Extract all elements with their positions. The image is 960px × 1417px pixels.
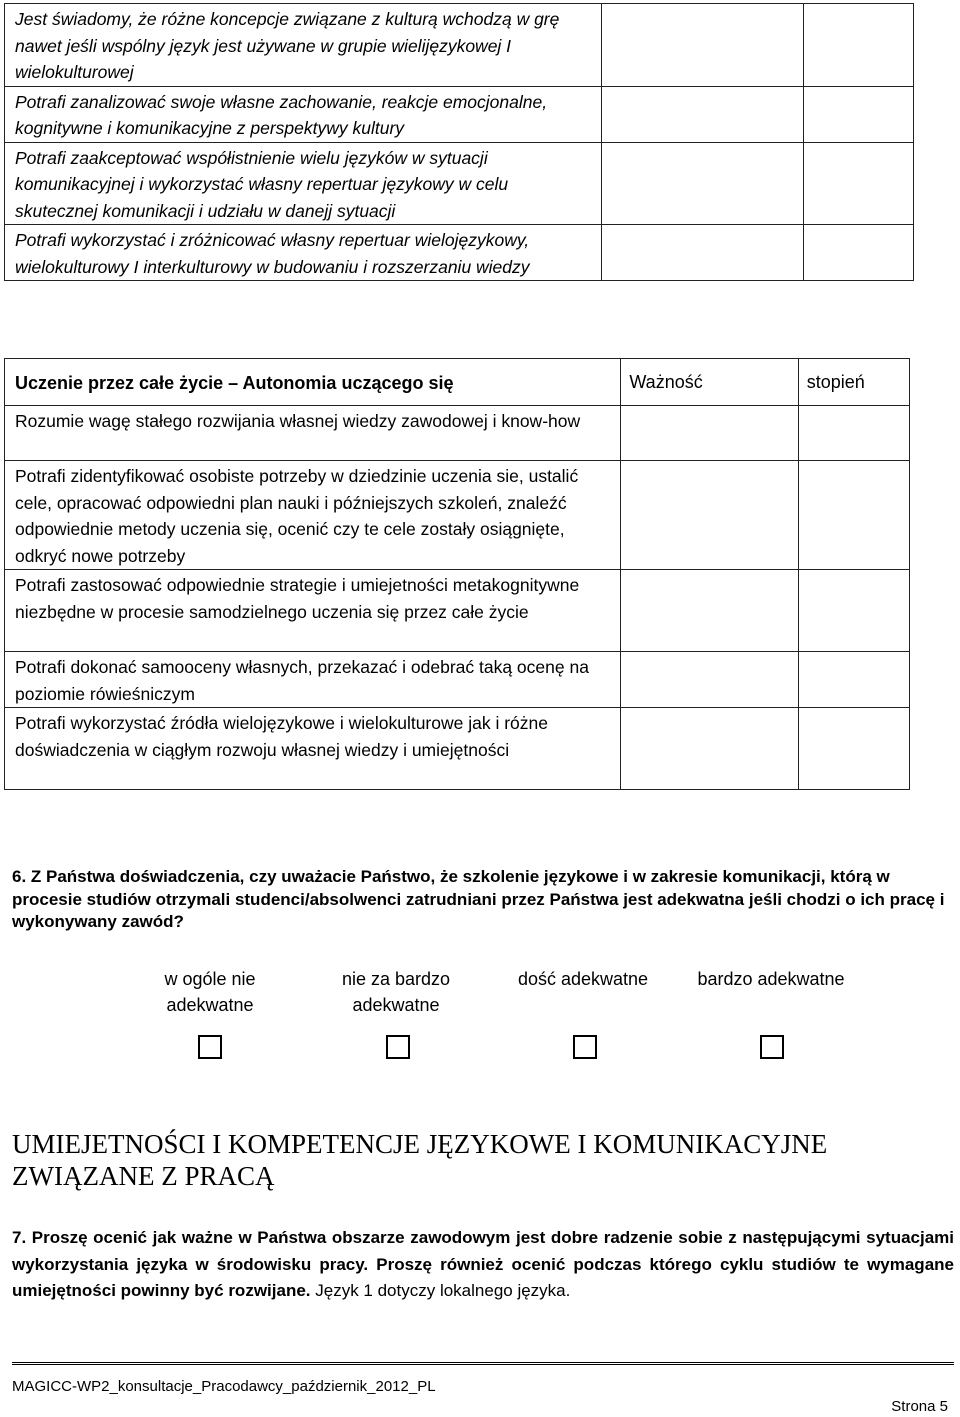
question-7: 7. Proszę ocenić jak ważne w Państwa obszarze zawodowym jest dobre radzenie sobie z następującymi sytuacjami wykorzystania języka w środowisku pracy. Proszę również ocenić podczas którego cyklu studiów te wymagane umiejętności powinny być rozwijane. Język 1 dotyczy lokalnego języka. [12,1228,954,1300]
competence-text: Rozumie wagę stałego rozwijania własnej wiedzy zawodowej i know-how [5,406,621,461]
table-header-importance: Ważność [621,359,798,406]
degree-cell[interactable] [798,406,909,461]
competence-text: Potrafi wykorzystać źródła wielojęzykowe i wielokulturowe jak i różne doświadczenia w ciągłym rozwoju własnej wiedzy i umiejętności [5,708,621,790]
competence-table-2 [4,358,910,790]
table-row [5,86,914,142]
option-label-4: bardzo adekwatne [697,969,845,989]
table-row [5,142,914,225]
importance-cell[interactable] [601,86,803,142]
competence-text: Potrafi wykorzystać i zróżnicować własny repertuar wielojęzykowy, wielokulturowy I interkulturowy w budowaniu i rozszerzaniu wiedzy [5,225,602,281]
degree-cell[interactable] [798,570,909,652]
footer-document-name: MAGICC-WP2_konsultacje_Pracodawcy_październik_2012_PL [12,1378,436,1395]
importance-cell[interactable] [601,142,803,225]
degree-cell[interactable] [798,461,909,570]
option-checkbox-1[interactable] [198,1035,222,1059]
section-heading: UMIEJETNOŚCI I KOMPETENCJE JĘZYKOWE I KOMUNIKACYJNE ZWIĄZANE Z PRACĄ [12,1129,828,1191]
competence-text: Potrafi zaakceptować współistnienie wielu języków w sytuacji komunikacyjnej i wykorzystać własny repertuar językowy w celu skutecznej komunikacji i udziału w danejj sytuacji [5,142,602,225]
importance-cell[interactable] [621,570,798,652]
table-row [5,406,910,461]
competence-text: Potrafi zanalizować swoje własne zachowanie, reakcje emocjonalne, kognitywne i komunikacyjne z perspektywy kultury [5,86,602,142]
table-row [5,652,910,708]
table-row [5,225,914,281]
option-checkbox-2[interactable] [386,1035,410,1059]
degree-cell[interactable] [798,708,909,790]
table-header-row [5,359,910,406]
table-header-title: Uczenie przez całe życie – Autonomia uczącego się [5,359,621,406]
degree-cell[interactable] [803,4,913,87]
table-header-degree: stopień [798,359,909,406]
importance-cell[interactable] [621,406,798,461]
question-6: 6. Z Państwa doświadczenia, czy uważacie Państwo, że szkolenie językowe i w zakresie komunikacji, którą w procesie studiów otrzymali studenci/absolwenci zatrudniani przez Państwa jest adekwatna jeśli chodzi o ich pracę i wykonywany zawód? [12,867,945,931]
competence-text: Potrafi zastosować odpowiednie strategie i umiejetności metakognitywne niezbędne w procesie samodzielnego uczenia się przez całe życie [5,570,621,652]
table-row [5,461,910,570]
degree-cell[interactable] [798,652,909,708]
table-row [5,708,910,790]
table-row [5,4,914,87]
degree-cell[interactable] [803,225,913,281]
option-checkbox-3[interactable] [573,1035,597,1059]
option-label-2: nie za bardzo adekwatne [341,969,451,1015]
importance-cell[interactable] [601,225,803,281]
option-label-1: w ogóle nie adekwatne [164,969,256,1015]
degree-cell[interactable] [803,86,913,142]
competence-table-1 [4,3,914,281]
option-checkbox-4[interactable] [760,1035,784,1059]
importance-cell[interactable] [601,4,803,87]
table-row [5,570,910,652]
page-number: Strona 5 [891,1398,948,1415]
competence-text: Potrafi dokonać samooceny własnych, przekazać i odebrać taką ocenę na poziomie rówieśniczym [5,652,621,708]
competence-text: Jest świadomy, że różne koncepcje związane z kulturą wchodzą w grę nawet jeśli wspólny język jest używane w grupie wielijęzykowej I wielokulturowej [5,4,602,87]
importance-cell[interactable] [621,708,798,790]
option-label-3: dość adekwatne [517,969,649,989]
degree-cell[interactable] [803,142,913,225]
footer-divider [12,1362,954,1365]
importance-cell[interactable] [621,461,798,570]
importance-cell[interactable] [621,652,798,708]
competence-text: Potrafi zidentyfikować osobiste potrzeby w dziedzinie uczenia sie, ustalić cele, opracować odpowiedni plan nauki i późniejszych szkoleń, znaleźć odpowiednie metody uczenia się, ocenić czy te cele zostały osiągnięte, odkryć nowe potrzeby [5,461,621,570]
